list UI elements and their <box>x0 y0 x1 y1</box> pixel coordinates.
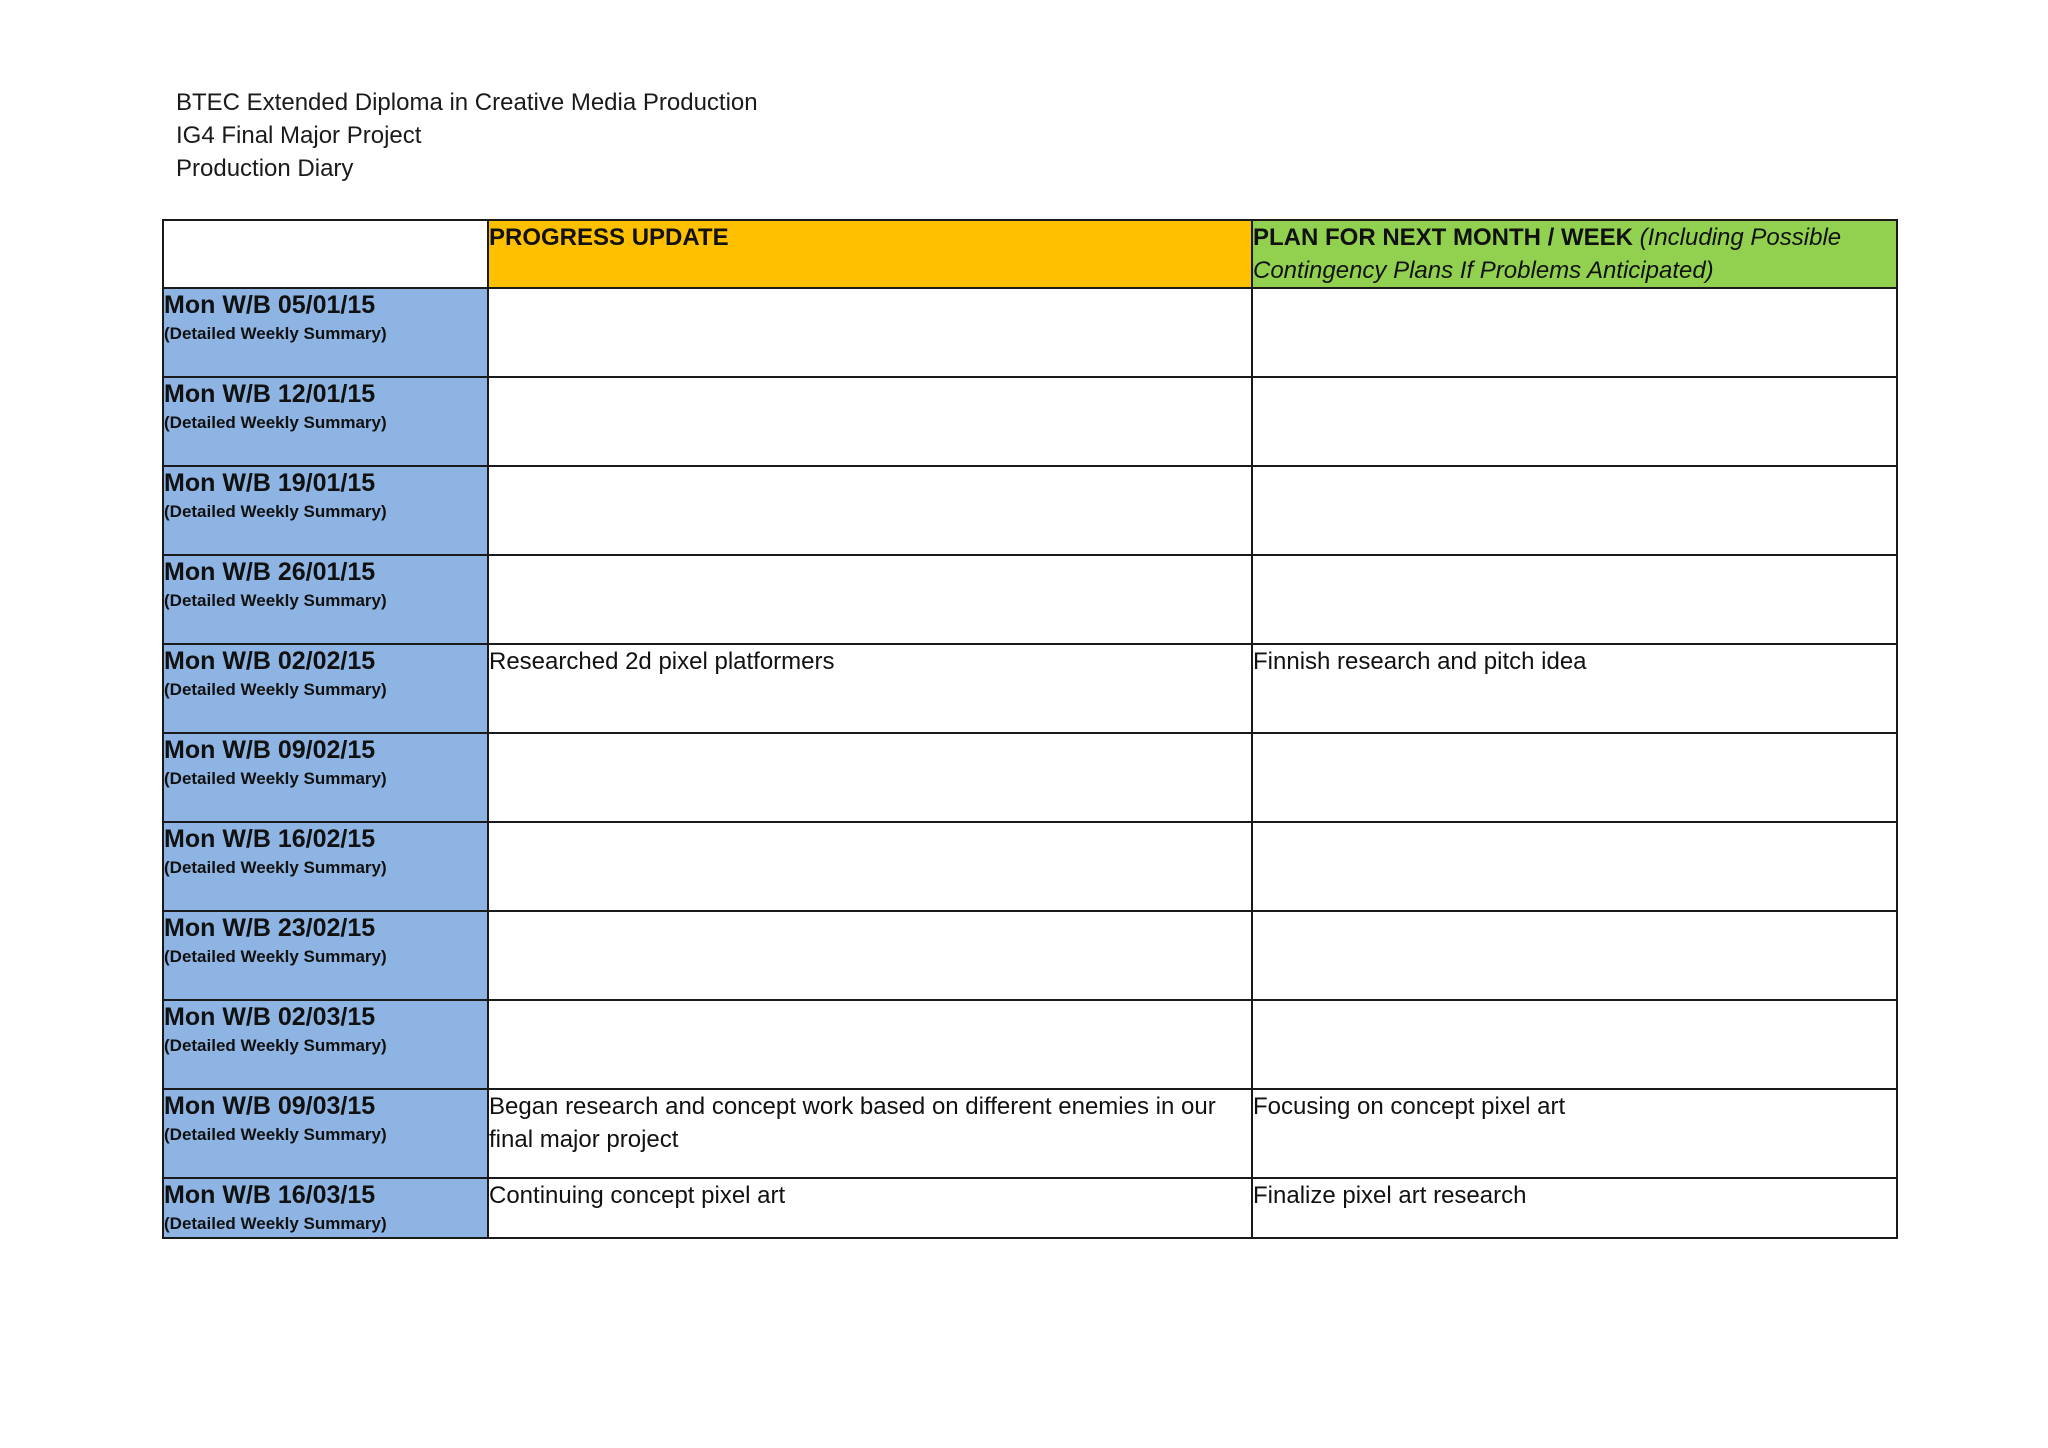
progress-update-cell <box>488 733 1252 822</box>
week-subtitle: (Detailed Weekly Summary) <box>164 502 387 521</box>
plan-heading-note: (Including Possible Contingency Plans If Problems Anticipated) <box>1253 224 1842 284</box>
progress-update-cell: Researched 2d pixel platformers <box>488 644 1252 733</box>
table-row <box>163 1000 1897 1089</box>
week-subtitle: (Detailed Weekly Summary) <box>164 1125 387 1144</box>
week-label: Mon W/B 09/02/15 <box>164 736 376 764</box>
table-row <box>163 555 1897 644</box>
week-label: Mon W/B 09/03/15 <box>164 1092 376 1120</box>
week-cell <box>163 644 488 733</box>
progress-update-cell <box>488 288 1252 377</box>
progress-update-cell: Continuing concept pixel art <box>488 1178 1252 1238</box>
plan-next-cell <box>1252 288 1897 377</box>
week-subtitle: (Detailed Weekly Summary) <box>164 680 387 699</box>
week-cell <box>163 822 488 911</box>
progress-update-cell <box>488 822 1252 911</box>
week-cell <box>163 466 488 555</box>
progress-update-cell <box>488 911 1252 1000</box>
table-row <box>163 288 1897 377</box>
week-label: Mon W/B 02/03/15 <box>164 1003 376 1031</box>
plan-next-cell: Finalize pixel art research <box>1252 1178 1897 1238</box>
plan-heading-main: PLAN FOR NEXT MONTH / WEEK <box>1253 224 1633 251</box>
progress-update-cell <box>488 377 1252 466</box>
week-subtitle: (Detailed Weekly Summary) <box>164 1036 387 1055</box>
week-cell <box>163 555 488 644</box>
document-title: Production Diary <box>176 155 354 182</box>
plan-next-cell <box>1252 377 1897 466</box>
week-cell <box>163 733 488 822</box>
table-row <box>163 911 1897 1000</box>
plan-next-cell <box>1252 466 1897 555</box>
table-row <box>163 733 1897 822</box>
table-row <box>163 822 1897 911</box>
project-title: IG4 Final Major Project <box>176 122 422 149</box>
plan-next-cell <box>1252 822 1897 911</box>
week-label: Mon W/B 26/01/15 <box>164 558 376 586</box>
progress-update-cell: Began research and concept work based on different enemies in our final major project <box>488 1089 1252 1178</box>
plan-next-cell: Finnish research and pitch idea <box>1252 644 1897 733</box>
diary-body <box>163 288 1897 1238</box>
corner-cell <box>163 220 488 288</box>
document-header <box>176 86 758 185</box>
week-cell <box>163 1089 488 1178</box>
plan-next-cell <box>1252 555 1897 644</box>
table-header-row <box>163 220 1897 288</box>
week-subtitle: (Detailed Weekly Summary) <box>164 769 387 788</box>
production-diary-table <box>162 219 1898 1239</box>
week-subtitle: (Detailed Weekly Summary) <box>164 947 387 966</box>
week-label: Mon W/B 05/01/15 <box>164 291 376 319</box>
week-cell <box>163 1000 488 1089</box>
week-label: Mon W/B 16/03/15 <box>164 1181 376 1209</box>
table-row <box>163 1089 1897 1178</box>
week-subtitle: (Detailed Weekly Summary) <box>164 858 387 877</box>
plan-next-cell <box>1252 1000 1897 1089</box>
week-subtitle: (Detailed Weekly Summary) <box>164 413 387 432</box>
table-row <box>163 1178 1897 1238</box>
week-cell <box>163 1178 488 1238</box>
table-row <box>163 377 1897 466</box>
week-cell <box>163 911 488 1000</box>
progress-update-heading: PROGRESS UPDATE <box>488 220 1252 288</box>
progress-update-cell <box>488 555 1252 644</box>
week-subtitle: (Detailed Weekly Summary) <box>164 324 387 343</box>
progress-update-cell <box>488 1000 1252 1089</box>
plan-next-cell <box>1252 733 1897 822</box>
week-cell <box>163 288 488 377</box>
progress-update-cell <box>488 466 1252 555</box>
plan-next-cell <box>1252 911 1897 1000</box>
week-label: Mon W/B 16/02/15 <box>164 825 376 853</box>
week-cell <box>163 377 488 466</box>
week-label: Mon W/B 02/02/15 <box>164 647 376 675</box>
week-subtitle: (Detailed Weekly Summary) <box>164 591 387 610</box>
week-label: Mon W/B 12/01/15 <box>164 380 376 408</box>
week-label: Mon W/B 19/01/15 <box>164 469 376 497</box>
week-subtitle: (Detailed Weekly Summary) <box>164 1214 387 1233</box>
course-title: BTEC Extended Diploma in Creative Media Production <box>176 89 758 116</box>
plan-next-heading <box>1252 220 1897 288</box>
table-row <box>163 644 1897 733</box>
week-label: Mon W/B 23/02/15 <box>164 914 376 942</box>
table-row <box>163 466 1897 555</box>
plan-next-cell: Focusing on concept pixel art <box>1252 1089 1897 1178</box>
